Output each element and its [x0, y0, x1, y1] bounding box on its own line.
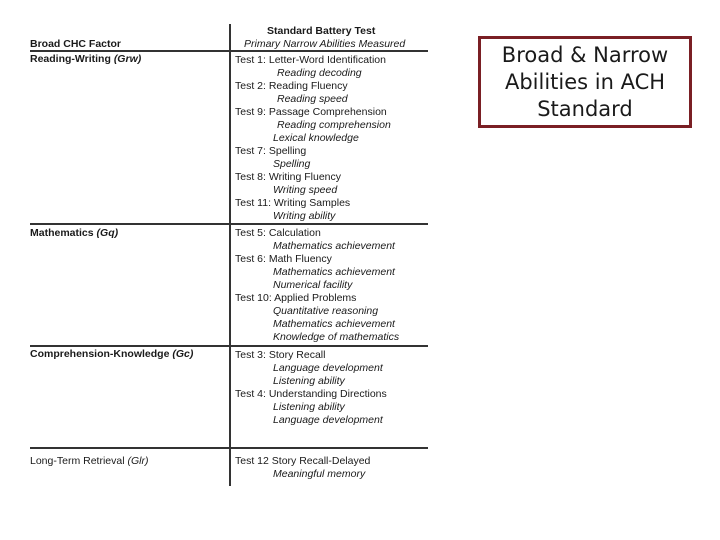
- header-narrow-abilities: Primary Narrow Abilities Measured: [244, 38, 406, 50]
- test-row: Test 7: Spelling: [235, 145, 307, 157]
- factor-abbr: (Grw): [113, 53, 142, 65]
- ability-row: Lexical knowledge: [273, 132, 359, 144]
- ability-row: Mathematics achievement: [273, 318, 395, 330]
- group-divider: [30, 447, 428, 449]
- factor-name: Mathematics: [30, 227, 94, 239]
- ability-row: Reading speed: [277, 93, 348, 105]
- test-row: Test 1: Letter-Word Identification: [235, 54, 386, 66]
- factor-abbr: (Gc): [172, 348, 194, 360]
- ability-row: Reading decoding: [277, 67, 362, 79]
- factor-abbr: (Gq): [96, 227, 119, 239]
- group-divider: [30, 223, 428, 225]
- ability-row: Writing speed: [273, 184, 338, 196]
- test-row: Test 2: Reading Fluency: [235, 80, 348, 92]
- factor-reading-writing: [30, 53, 141, 65]
- test-row: Test 6: Math Fluency: [235, 253, 332, 265]
- header-broad-chc-factor: Broad CHC Factor: [30, 38, 122, 50]
- ability-row: Numerical facility: [273, 279, 353, 291]
- ability-row: Reading comprehension: [277, 119, 391, 131]
- test-row: Test 5: Calculation: [235, 227, 321, 239]
- ability-row: Language development: [273, 362, 383, 374]
- factor-long-term-retrieval: [30, 455, 148, 467]
- ability-row: Quantitative reasoning: [273, 305, 379, 317]
- ability-row: Mathematics achievement: [273, 240, 395, 252]
- test-row: Test 8: Writing Fluency: [235, 171, 342, 183]
- test-row: Test 11: Writing Samples: [235, 197, 351, 209]
- test-row: Test 3: Story Recall: [235, 349, 326, 361]
- factor-comprehension-knowledge: [30, 348, 193, 360]
- factor-name: Comprehension-Knowledge: [30, 348, 170, 360]
- factor-name: Long-Term Retrieval: [30, 455, 125, 467]
- ability-row: Meaningful memory: [273, 468, 366, 480]
- ability-row: Listening ability: [273, 375, 345, 387]
- factor-mathematics: [30, 227, 118, 239]
- test-row: Test 10: Applied Problems: [235, 292, 357, 304]
- column-divider: [229, 24, 231, 486]
- ability-row: Spelling: [273, 158, 311, 170]
- factor-abbr: (Glr): [127, 455, 149, 467]
- group-divider: [30, 345, 428, 347]
- ability-row: Listening ability: [273, 401, 345, 413]
- slide-title-box: [478, 36, 692, 128]
- test-row: Test 12 Story Recall-Delayed: [235, 455, 371, 467]
- test-row: Test 9: Passage Comprehension: [235, 106, 387, 118]
- ability-row: Writing ability: [273, 210, 336, 222]
- ability-row: Knowledge of mathematics: [273, 331, 400, 343]
- ability-row: Language development: [273, 414, 383, 426]
- test-row: Test 4: Understanding Directions: [235, 388, 387, 400]
- slide-title: Broad & Narrow Abilities in ACH Standard: [501, 42, 669, 121]
- factor-name: Reading-Writing: [30, 53, 111, 65]
- header-standard-battery-test: Standard Battery Test: [267, 25, 376, 37]
- ability-row: Mathematics achievement: [273, 266, 395, 278]
